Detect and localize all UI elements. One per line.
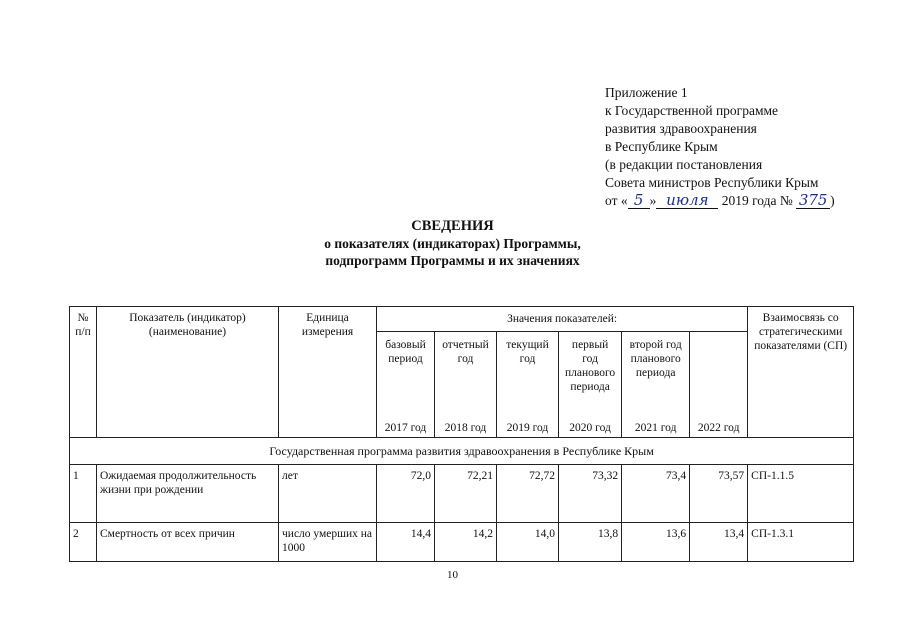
- row-value: 73,4: [622, 465, 690, 523]
- row-value: 73,32: [559, 465, 622, 523]
- year-label: 2019 год: [506, 422, 549, 434]
- row-value: 72,0: [377, 465, 435, 523]
- row-unit: число умерших на 1000: [279, 523, 377, 562]
- row-value: 72,72: [497, 465, 559, 523]
- date-day-close: »: [649, 193, 657, 208]
- table-row: [70, 523, 854, 562]
- row-num: 1: [70, 465, 97, 523]
- program-row: [70, 438, 854, 465]
- appendix-line: Приложение 1: [605, 85, 688, 100]
- appendix-date-line: [605, 192, 835, 210]
- year-label: 2018 год: [444, 422, 487, 434]
- period-header: [690, 332, 748, 438]
- handwritten-day: 5: [628, 193, 650, 209]
- row-value: 72,21: [435, 465, 497, 523]
- row-value: 14,4: [377, 523, 435, 562]
- row-value: 13,8: [559, 523, 622, 562]
- title-line1: СВЕДЕНИЯ: [411, 218, 494, 234]
- document-title: [0, 218, 905, 269]
- date-year-text: 2019 года №: [721, 193, 793, 208]
- year-label: 2021 год: [634, 422, 677, 434]
- appendix-line: (в редакции постановления: [605, 157, 763, 172]
- period-header: отчетный год 2018 год: [435, 332, 497, 438]
- table-row: [70, 465, 854, 523]
- appendix-line: развития здравоохранения: [605, 121, 757, 136]
- header-unit: Единица измерения: [279, 307, 377, 438]
- row-value: 14,0: [497, 523, 559, 562]
- date-close: ): [830, 193, 835, 208]
- handwritten-number: 375: [796, 193, 830, 209]
- appendix-line: Совета министров Республики Крым: [605, 175, 819, 190]
- row-link: СП-1.1.5: [748, 465, 854, 523]
- page-number: 10: [447, 569, 458, 581]
- date-prefix: от «: [605, 193, 628, 208]
- row-value: 14,2: [435, 523, 497, 562]
- appendix-block: [605, 84, 835, 210]
- period-header: базовый период 2017 год: [377, 332, 435, 438]
- row-name: Ожидаемая продолжительность жизни при рождении: [97, 465, 279, 523]
- indicators-table: [69, 306, 854, 562]
- row-value: 73,57: [690, 465, 748, 523]
- year-label: 2020 год: [569, 422, 611, 434]
- row-unit: лет: [279, 465, 377, 523]
- row-name: Смертность от всех причин: [97, 523, 279, 562]
- header-num: № п/п: [70, 307, 97, 438]
- row-link: СП-1.3.1: [748, 523, 854, 562]
- period-header: второй год планового периода 2021 год: [622, 332, 690, 438]
- handwritten-month: июля: [656, 193, 718, 209]
- header-indicator: Показатель (индикатор) (наименование): [97, 307, 279, 438]
- title-line2: о показателях (индикаторах) Программы,: [324, 236, 581, 251]
- row-value: 13,6: [622, 523, 690, 562]
- header-link: Взаимосвязь со стратегическими показателями (СП): [748, 307, 854, 438]
- header-row: [70, 307, 854, 332]
- row-num: 2: [70, 523, 97, 562]
- title-line3: подпрограмм Программы и их значениях: [325, 253, 580, 268]
- year-label: 2022 год: [697, 422, 740, 434]
- appendix-line: к Государственной программе: [605, 103, 779, 118]
- period-header: текущий год 2019 год: [497, 332, 559, 438]
- appendix-line: в Республике Крым: [605, 139, 718, 154]
- year-label: 2017 год: [384, 422, 427, 434]
- period-header: первый год планового периода 2020 год: [559, 332, 622, 438]
- row-value: 13,4: [690, 523, 748, 562]
- header-values: Значения показателей:: [377, 307, 748, 332]
- program-title: Государственная программа развития здравоохранения в Республике Крым: [70, 438, 854, 465]
